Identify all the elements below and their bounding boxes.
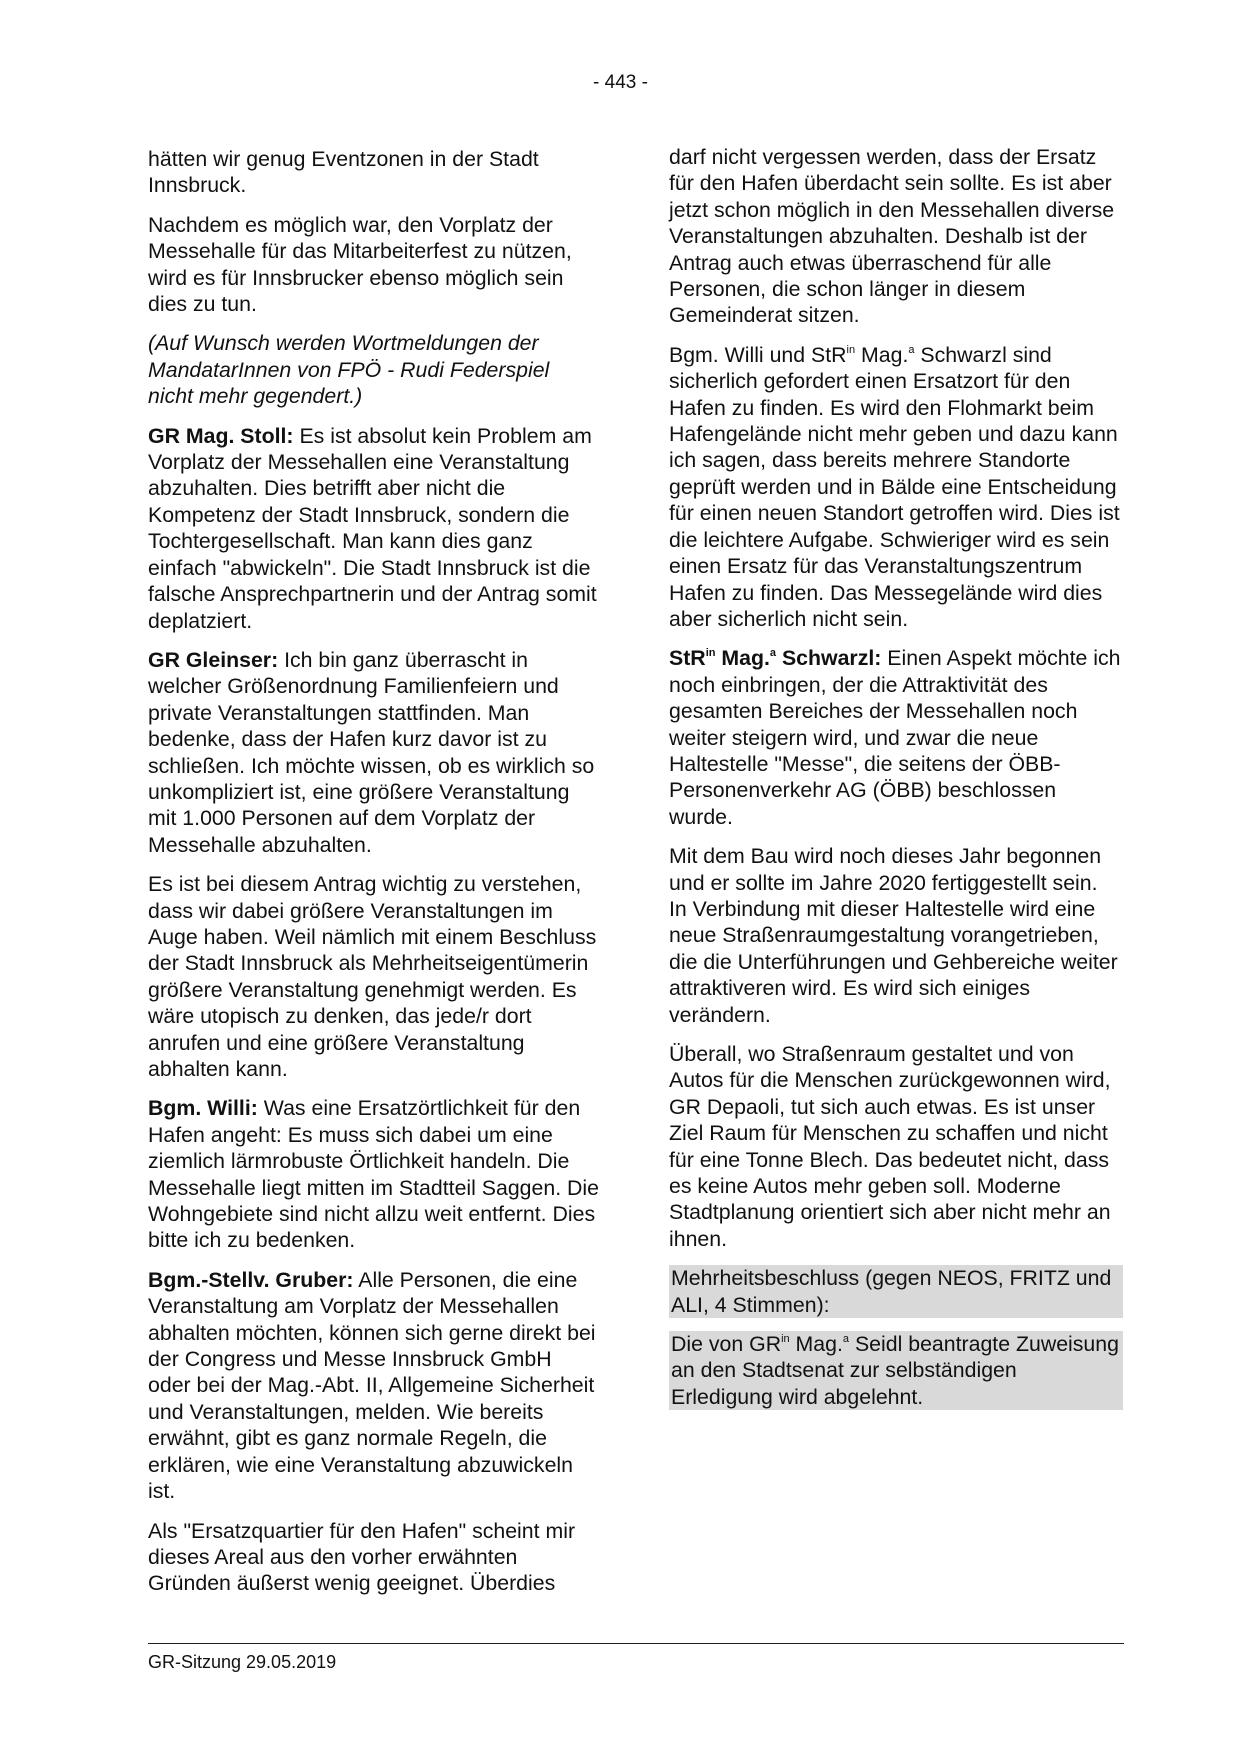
- text-run: StR: [669, 646, 706, 671]
- superscript: in: [846, 343, 856, 356]
- paragraph: Überall, wo Straßenraum gestaltet und von Autos für die Menschen zurückgewonnen wird, GR Depaoli, tut sich auch etwas. Es ist unser Ziel Raum für Menschen zu schaffen und nicht für eine Tonne Blech. Das bedeutet nicht, dass es keine Autos mehr geben soll. Moderne Stadtplanung orientiert sich aber nicht mehr an ihnen.: [669, 1042, 1111, 1251]
- text-run: Mag.: [855, 342, 909, 367]
- left-column: [148, 146, 600, 1610]
- speech-gleinser: [148, 647, 600, 858]
- text-run: Schwarzl sind sicherlich gefordert einen Ersatzort für den Hafen zu finden. Es wird den Flohmarkt beim Hafengelände nicht mehr geben und dazu kann ich sagen, dass bereits mehrere Standorte geprüft werden und in Bälde eine Entscheidung für einen neuen Standort getroffen wird. Dies ist die leichtere Aufgabe. Schwieriger wird es sein einen Ersatz für das Veranstaltungszentrum Hafen zu finden. Das Messegelände wird dies aber sicherlich nicht sein.: [669, 342, 1120, 631]
- speech-text: Alle Personen, die eine Veranstaltung am Vorplatz der Messehallen abhalten möchten, können sich gerne direkt bei der Congress und Messe Innsbruck GmbH oder bei der Mag.-Abt. II, Allgemeine Sicherheit und Veranstaltungen, melden. Wie bereits erwähnt, gibt es ganz normale Regeln, die erklären, wie eine Veranstaltung abzuwickeln ist.: [148, 1267, 596, 1504]
- text-run: Seidl beantragte Zuweisung an den Stadtsenat zur selbständigen Erledigung wird abgelehnt.: [671, 1332, 1119, 1409]
- editorial-note: (Auf Wunsch werden Wortmeldungen der MandatarInnen von FPÖ - Rudi Federspiel nicht mehr gegendert.): [148, 331, 550, 409]
- text-run: Mag.: [715, 646, 770, 671]
- superscript: a: [908, 343, 915, 356]
- speech-text: Einen Aspekt möchte ich noch einbringen, der die Attraktivität des gesamten Bereiches der Messehallen noch weiter steigern wird, und zwar die neue Haltestelle "Messe", die seitens der ÖBB-Personenverkehr AG (ÖBB) beschlossen wurde.: [669, 646, 1121, 829]
- text-run: Schwarzl:: [776, 646, 882, 671]
- speech-text: Es ist absolut kein Problem am Vorplatz der Messehallen eine Veranstaltung abzuhalten. Dies betrifft aber nicht die Kompetenz der Stadt Innsbruck, sondern die Tochtergesellschaft. Man kann dies ganz einfach "abwickeln". Die Stadt Innsbruck ist die falsche Ansprechpartnerin und der Antrag somit deplatziert.: [148, 423, 597, 633]
- superscript: a: [842, 1333, 850, 1346]
- footer-divider: [148, 1643, 1124, 1644]
- text-run: Die von GR: [671, 1332, 782, 1357]
- paragraph: [669, 342, 1121, 632]
- text-run: Bgm. Willi und StR: [669, 342, 847, 367]
- right-column: [669, 144, 1121, 1423]
- decision-spacer: [669, 1318, 1123, 1331]
- speech-willi: [148, 1095, 600, 1253]
- decision-text: [671, 1331, 1121, 1410]
- decision-box: [669, 1265, 1123, 1410]
- paragraph: Als "Ersatzquartier für den Hafen" scheint mir dieses Areal aus den vorher erwähnten Gründen äußerst wenig geeignet. Überdies: [148, 1518, 576, 1596]
- page-number: - 443 -: [593, 72, 648, 93]
- speaker-name: [669, 646, 881, 670]
- decision-title: Mehrheitsbeschluss (gegen NEOS, FRITZ und ALI, 4 Stimmen):: [671, 1266, 1112, 1317]
- speech-schwarzl: [669, 645, 1121, 830]
- paragraph: Es ist bei diesem Antrag wichtig zu verstehen, dass wir dabei größere Veranstaltungen im Auge haben. Weil nämlich mit einem Beschluss der Stadt Innsbruck als Mehrheitseigentümerin größere Veranstaltung genehmigt werden. Es wäre utopisch zu denken, das jede/r dort anrufen und eine größere Veranstaltung abhalten kann.: [148, 872, 597, 1081]
- paragraph: darf nicht vergessen werden, dass der Ersatz für den Hafen überdacht sein sollte. Es ist aber jetzt schon möglich in den Messehallen diverse Veranstaltungen abzuhalten. Deshalb ist der Antrag auch etwas überraschend für alle Personen, die schon länger in diesem Gemeinderat sitzen.: [669, 145, 1115, 328]
- speaker-name: GR Mag. Stoll:: [148, 423, 294, 448]
- speech-stoll: [148, 423, 600, 634]
- paragraph: Nachdem es möglich war, den Vorplatz der Messehalle für das Mitarbeiterfest zu nützen, wird es für Innsbrucker ebenso möglich sein dies zu tun.: [148, 212, 572, 317]
- speech-gruber: [148, 1267, 600, 1505]
- footer-session-date: GR-Sitzung 29.05.2019: [148, 1652, 337, 1672]
- speech-text: Was eine Ersatzörtlichkeit für den Hafen angeht: Es muss sich dabei um eine ziemlich lärmrobuste Örtlichkeit handeln. Die Messehalle liegt mitten im Stadtteil Saggen. Die Wohngebiete sind nicht allzu weit entfernt. Dies bitte ich zu bedenken.: [148, 1096, 600, 1253]
- speaker-name: GR Gleinser:: [148, 647, 279, 672]
- text-run: Mag.: [789, 1332, 843, 1357]
- speech-text: Ich bin ganz überrascht in welcher Größenordnung Familienfeiern und private Veranstaltungen stattfinden. Man bedenke, dass der Hafen kurz davor ist zu schließen. Ich möchte wissen, ob es wirklich so unkompliziert ist, eine größere Veranstaltung mit 1.000 Personen auf dem Vorplatz der Messehalle abzuhalten.: [148, 647, 595, 857]
- superscript: a: [769, 647, 777, 660]
- paragraph: Mit dem Bau wird noch dieses Jahr begonnen und er sollte im Jahre 2020 fertiggestellt sein. In Verbindung mit dieser Haltestelle wird eine neue Straßenraumgestaltung vorangetrieben, die die Unterführungen und Gehbereiche weiter attraktiveren wird. Es wird sich einiges verändern.: [669, 844, 1118, 1027]
- speaker-name: Bgm.-Stellv. Gruber:: [148, 1267, 354, 1292]
- speaker-name: Bgm. Willi:: [148, 1096, 258, 1121]
- superscript: in: [781, 1333, 790, 1346]
- superscript: in: [705, 647, 716, 660]
- paragraph: hätten wir genug Eventzonen in der Stadt Innsbruck.: [148, 147, 539, 198]
